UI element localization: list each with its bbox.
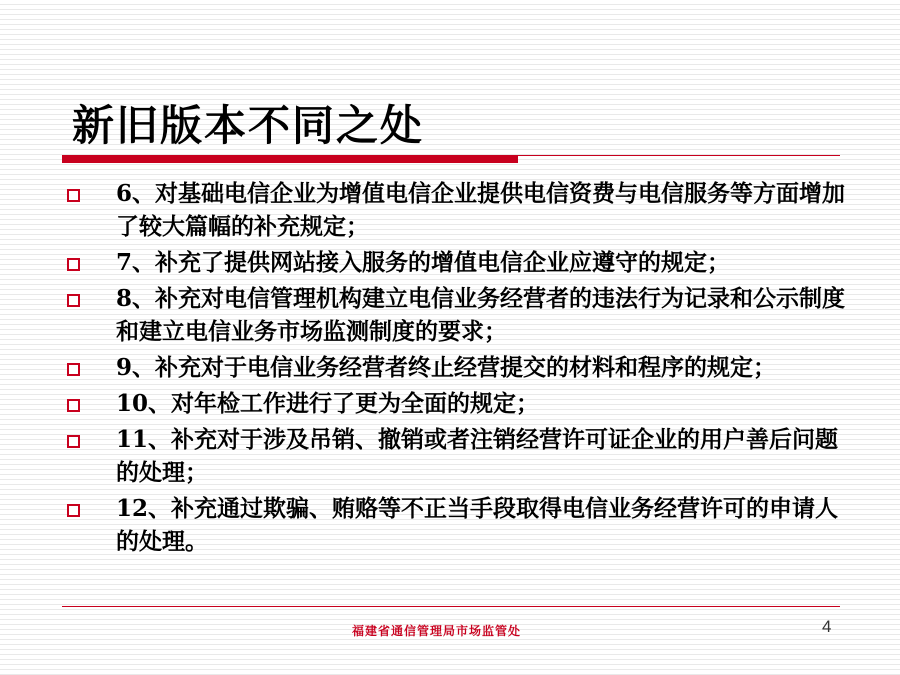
square-bullet-icon: [67, 258, 80, 271]
square-bullet-icon: [67, 504, 80, 517]
list-item: [60, 352, 850, 385]
bullet-text: 8、补充对电信管理机构建立电信业务经营者的违法行为记录和公示制度和建立电信业务市场监测制度的要求；: [116, 285, 846, 345]
bullet-text: 10、对年检工作进行了更为全面的规定；: [116, 390, 540, 418]
slide-title: 新旧版本不同之处: [72, 101, 425, 150]
bullet-list: [60, 178, 850, 562]
title-underline-thin: [518, 155, 840, 156]
list-item: [60, 283, 850, 348]
bullet-text: 11、补充对于涉及吊销、撤销或者注销经营许可证企业的用户善后问题的处理；: [116, 426, 839, 486]
bullet-text: 9、补充对于电信业务经营者终止经营提交的材料和程序的规定；: [116, 353, 777, 381]
list-item: [60, 424, 850, 489]
list-item: [60, 247, 850, 280]
bullet-text: 6、对基础电信企业为增值电信企业提供电信资费与电信服务等方面增加了较大篇幅的补充规定；: [116, 180, 846, 240]
page-number: 4: [822, 617, 832, 636]
square-bullet-icon: [67, 363, 80, 376]
list-item: [60, 178, 850, 243]
footer-organization: 福建省通信管理局市场监管处: [352, 624, 522, 638]
footer-divider: [62, 606, 840, 607]
square-bullet-icon: [67, 399, 80, 412]
square-bullet-icon: [67, 435, 80, 448]
bullet-text: 12、补充通过欺骗、贿赂等不正当手段取得电信业务经营许可的申请人的处理。: [116, 495, 839, 555]
square-bullet-icon: [67, 294, 80, 307]
list-item: [60, 493, 850, 558]
square-bullet-icon: [67, 189, 80, 202]
list-item: [60, 388, 850, 421]
title-underline-thick: [62, 155, 518, 163]
bullet-text: 7、补充了提供网站接入服务的增值电信企业应遵守的规定；: [116, 248, 731, 276]
